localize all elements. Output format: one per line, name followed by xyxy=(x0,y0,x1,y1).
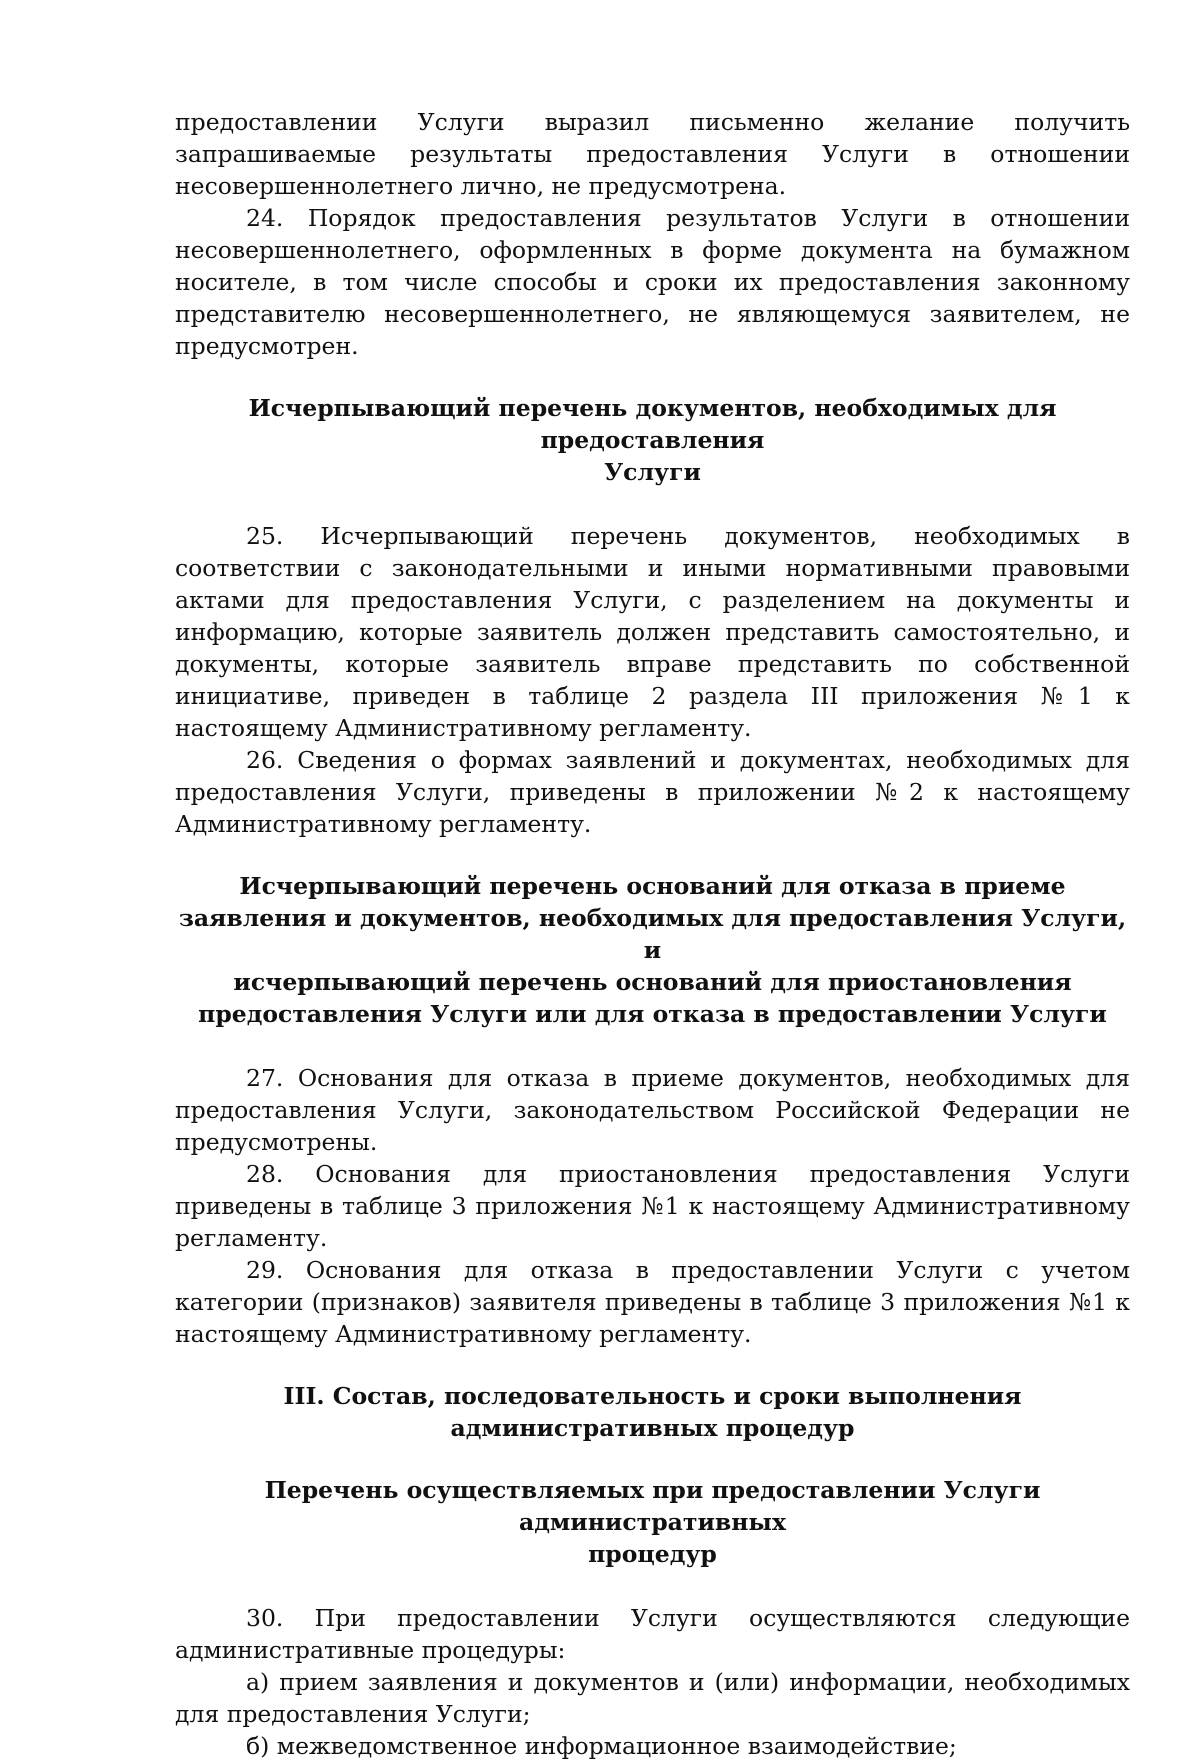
paragraph-26: 26. Сведения о формах заявлений и документах, необходимых для предоставления Услуги, приведены в приложении №2 к настоящему Административному регламенту. xyxy=(175,746,1130,838)
heading-line: Исчерпывающий перечень документов, необходимых для предоставления xyxy=(248,394,1057,454)
paragraph-continuation: предоставлении Услуги выразил письменно желание получить запрашиваемые результаты предоставления Услуги в отношении несовершеннолетнего лично, не предусмотрена. xyxy=(175,108,1130,200)
paragraph-30: 30. При предоставлении Услуги осуществляются следующие административные процедуры: xyxy=(175,1604,1130,1664)
heading-line: III. Состав, последовательность и сроки выполнения xyxy=(283,1382,1022,1410)
heading-documents-list xyxy=(175,392,1130,488)
list-item-b: б) межведомственное информационное взаимодействие; xyxy=(246,1732,957,1760)
heading-line: Услуги xyxy=(604,458,701,486)
heading-refusal-grounds xyxy=(175,870,1130,1030)
paragraph-27: 27. Основания для отказа в приеме документов, необходимых для предоставления Услуги, законодательством Российской Федерации не предусмотрены. xyxy=(175,1064,1130,1156)
heading-line: предоставления Услуги или для отказа в предоставлении Услуги xyxy=(198,1000,1107,1028)
heading-line: административных процедур xyxy=(450,1414,855,1442)
paragraph-28: 28. Основания для приостановления предоставления Услуги приведены в таблице 3 приложения №1 к настоящему Административному регламенту. xyxy=(175,1160,1130,1252)
heading-section-iii xyxy=(175,1380,1130,1444)
document-page xyxy=(175,106,1130,1762)
paragraph-25: 25. Исчерпывающий перечень документов, необходимых в соответствии с законодательными и иными нормативными правовыми актами для предоставления Услуги, с разделением на документы и информацию, которые заявитель должен представить самостоятельно, и документы, которые заявитель вправе представить по собственной инициативе, приведен в таблице 2 раздела III приложения №1 к настоящему Административному регламенту. xyxy=(175,522,1130,742)
heading-line: заявления и документов, необходимых для предоставления Услуги, и xyxy=(178,904,1127,964)
paragraph-24: 24. Порядок предоставления результатов Услуги в отношении несовершеннолетнего, оформленных в форме документа на бумажном носителе, в том числе способы и сроки их предоставления законному представителю несовершеннолетнего, не являющемуся заявителем, не предусмотрен. xyxy=(175,204,1130,360)
list-item-a: а) прием заявления и документов и (или) информации, необходимых для предоставления Услуги; xyxy=(175,1668,1130,1728)
heading-procedures-list xyxy=(175,1474,1130,1570)
heading-line: исчерпывающий перечень оснований для приостановления xyxy=(233,968,1072,996)
heading-line: Перечень осуществляемых при предоставлении Услуги административных xyxy=(264,1476,1041,1536)
heading-line: процедур xyxy=(588,1540,717,1568)
paragraph-29: 29. Основания для отказа в предоставлении Услуги с учетом категории (признаков) заявителя приведены в таблице 3 приложения №1 к настоящему Административному регламенту. xyxy=(175,1256,1130,1348)
heading-line: Исчерпывающий перечень оснований для отказа в приеме xyxy=(239,872,1066,900)
